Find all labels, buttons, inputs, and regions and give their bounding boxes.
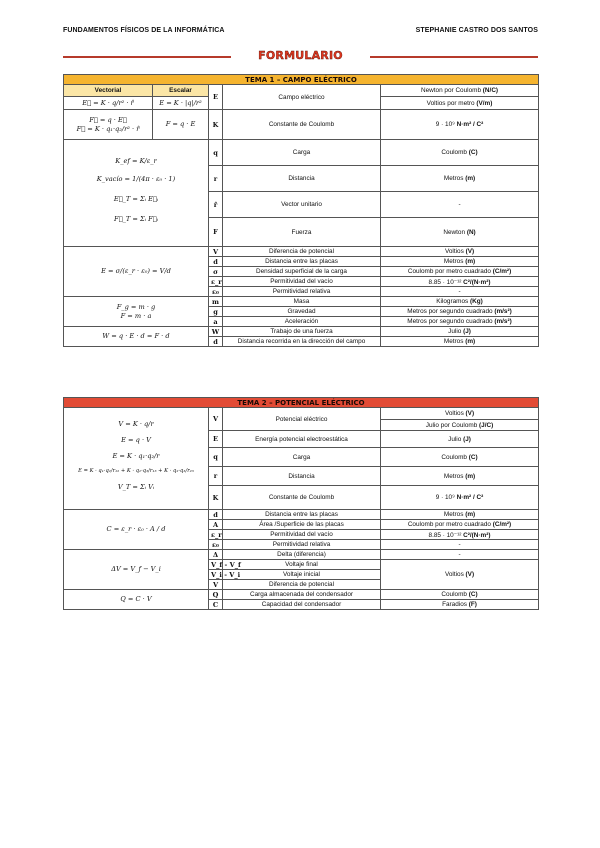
formula: ΔV = V_f − V_i bbox=[64, 550, 209, 590]
formula: C = ε_r · ε₀ · A / d bbox=[64, 510, 209, 550]
sym: q bbox=[209, 448, 223, 467]
tema1-title: TEMA 1 – CAMPO ELÉCTRICO bbox=[64, 75, 539, 85]
name: Distancia recorrida en la dirección del campo bbox=[223, 337, 381, 347]
formula: E = σ/(ε_r · ε₀) = V/d bbox=[64, 247, 209, 297]
unit: Metros (m) bbox=[381, 337, 539, 347]
name: Campo eléctrico bbox=[223, 85, 381, 110]
unit: Voltios (V) bbox=[381, 560, 539, 590]
unit: Faradios (F) bbox=[381, 600, 539, 610]
sym: r bbox=[209, 166, 223, 192]
name: Constante de Coulomb bbox=[223, 486, 381, 510]
formula: W = q · E · d = F · d bbox=[64, 327, 209, 347]
sym: r bbox=[209, 467, 223, 486]
unit: - bbox=[381, 540, 539, 550]
sym: ε₀ bbox=[209, 540, 223, 550]
formula: Q = C · V bbox=[64, 590, 209, 610]
name: Capacidad del condensador bbox=[223, 600, 381, 610]
col-vectorial: Vectorial bbox=[64, 85, 153, 97]
unit: Julio (J) bbox=[381, 431, 539, 448]
sym: r̂ bbox=[209, 192, 223, 218]
tema2-table bbox=[63, 397, 539, 610]
sym: V bbox=[209, 580, 223, 590]
sym: V bbox=[209, 247, 223, 257]
unit: Julio por Coulomb (J/C) bbox=[381, 420, 539, 431]
sym: m bbox=[209, 297, 223, 307]
name: Carga bbox=[223, 140, 381, 166]
sym: d bbox=[209, 257, 223, 267]
name: Potencial eléctrico bbox=[223, 408, 381, 431]
unit: Metros (m) bbox=[381, 467, 539, 486]
unit: - bbox=[381, 550, 539, 560]
sym: W bbox=[209, 327, 223, 337]
unit: Julio (J) bbox=[381, 327, 539, 337]
tema1-table bbox=[63, 74, 539, 347]
unit: Voltios por metro (V/m) bbox=[381, 97, 539, 110]
unit: Voltios (V) bbox=[381, 408, 539, 420]
document-title: FORMULARIO bbox=[258, 49, 343, 62]
name: Fuerza bbox=[223, 218, 381, 247]
name: Constante de Coulomb bbox=[223, 110, 381, 140]
sym: F bbox=[209, 218, 223, 247]
sym: V_f - V_f bbox=[209, 560, 223, 570]
sym: d bbox=[209, 337, 223, 347]
unit: Kilogramos (Kg) bbox=[381, 297, 539, 307]
formula-block: K_ef = K/ε_r K_vacío = 1/(4π · ε₀ · 1) E⃗_T = Σᵢ E⃗ᵢ F⃗_T = Σᵢ F⃗ᵢ bbox=[64, 140, 209, 247]
formula: F⃗ = q · E⃗ F⃗ = K · q₁·q₂/r² · r̂ bbox=[64, 110, 153, 140]
sym: ε_r bbox=[209, 277, 223, 287]
unit: Coulomb (C) bbox=[381, 448, 539, 467]
name: Área /Superficie de las placas bbox=[223, 520, 381, 530]
name: Permitividad relativa bbox=[223, 540, 381, 550]
unit: Voltios (V) bbox=[381, 247, 539, 257]
name: Delta (diferencia) bbox=[223, 550, 381, 560]
sym: σ bbox=[209, 267, 223, 277]
name: Aceleración bbox=[223, 317, 381, 327]
unit: 9 · 10⁹ N·m² / C² bbox=[381, 486, 539, 510]
sym: a bbox=[209, 317, 223, 327]
sym: K bbox=[209, 486, 223, 510]
name: Distancia entre las placas bbox=[223, 510, 381, 520]
sym: E bbox=[209, 431, 223, 448]
sym: d bbox=[209, 510, 223, 520]
unit: Metros por segundo cuadrado (m/s²) bbox=[381, 317, 539, 327]
formula: E⃗ = K · q/r² · r̂ bbox=[64, 97, 153, 110]
header-author: STEPHANIE CASTRO DOS SANTOS bbox=[415, 27, 538, 34]
name: Energía potencial electroestática bbox=[223, 431, 381, 448]
unit: 8.85 · 10⁻¹² C²/(N·m²) bbox=[381, 530, 539, 540]
unit: - bbox=[381, 287, 539, 297]
tema2-title: TEMA 2 – POTENCIAL ELÉCTRICO bbox=[64, 398, 539, 408]
name: Voltaje inicial bbox=[223, 570, 381, 580]
name: Trabajo de una fuerza bbox=[223, 327, 381, 337]
sym: C bbox=[209, 600, 223, 610]
unit: Newton por Coulomb (N/C) bbox=[381, 85, 539, 97]
header-subject: FUNDAMENTOS FÍSICOS DE LA INFORMÁTICA bbox=[63, 27, 225, 34]
col-escalar: Escalar bbox=[153, 85, 209, 97]
name: Distancia bbox=[223, 467, 381, 486]
name: Gravedad bbox=[223, 307, 381, 317]
unit: Coulomb por metro cuadrado (C/m²) bbox=[381, 267, 539, 277]
sym: K bbox=[209, 110, 223, 140]
formula-block: V = K · q/r E = q · V E = K · q₁·q₂/r E = K · q₁·q₂/r₁₂ + K · q₁·q₃/r₁₃ + K · q₂·q₃/r₂₃ V_T = Σᵢ Vᵢ bbox=[64, 408, 209, 510]
document-title-bar bbox=[63, 50, 538, 64]
name: Permitividad relativa bbox=[223, 287, 381, 297]
unit: Metros (m) bbox=[381, 166, 539, 192]
formula: F = q · E bbox=[153, 110, 209, 140]
name: Carga almacenada del condensador bbox=[223, 590, 381, 600]
name: Distancia bbox=[223, 166, 381, 192]
unit: - bbox=[381, 192, 539, 218]
sym: q bbox=[209, 140, 223, 166]
unit: Newton (N) bbox=[381, 218, 539, 247]
unit: 8.85 · 10⁻¹² C²/(N·m²) bbox=[381, 277, 539, 287]
unit: 9 · 10⁹ N·m² / C² bbox=[381, 110, 539, 140]
sym: Δ bbox=[209, 550, 223, 560]
name: Permitividad del vacío bbox=[223, 530, 381, 540]
name: Permitividad del vacío bbox=[223, 277, 381, 287]
unit: Coulomb por metro cuadrado (C/m²) bbox=[381, 520, 539, 530]
sym: g bbox=[209, 307, 223, 317]
sym: ε₀ bbox=[209, 287, 223, 297]
sym: V_i - V_i bbox=[209, 570, 223, 580]
unit: Coulomb (C) bbox=[381, 590, 539, 600]
name: Carga bbox=[223, 448, 381, 467]
name: Distancia entre las placas bbox=[223, 257, 381, 267]
name: Densidad superficial de la carga bbox=[223, 267, 381, 277]
sym: Q bbox=[209, 590, 223, 600]
name: Diferencia de potencial bbox=[223, 247, 381, 257]
unit: Coulomb (C) bbox=[381, 140, 539, 166]
unit: Metros (m) bbox=[381, 257, 539, 267]
name: Voltaje final bbox=[223, 560, 381, 570]
sym: V bbox=[209, 408, 223, 431]
formula: F_g = m · g F = m · a bbox=[64, 297, 209, 327]
formula: E = K · |q|/r² bbox=[153, 97, 209, 110]
name: Masa bbox=[223, 297, 381, 307]
sym: ε_r bbox=[209, 530, 223, 540]
name: Vector unitario bbox=[223, 192, 381, 218]
unit: Metros por segundo cuadrado (m/s²) bbox=[381, 307, 539, 317]
sym: A bbox=[209, 520, 223, 530]
name: Diferencia de potencial bbox=[223, 580, 381, 590]
unit: Metros (m) bbox=[381, 510, 539, 520]
sym: E bbox=[209, 85, 223, 110]
